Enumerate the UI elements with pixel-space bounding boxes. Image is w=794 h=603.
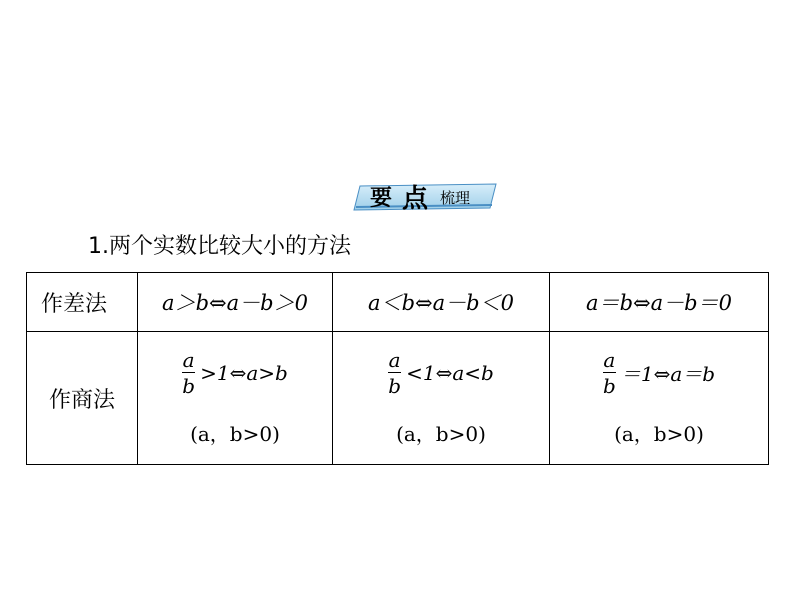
fraction-denominator: b [182,373,196,398]
row-label-quotient: 作商法 [27,332,138,465]
row-label-difference: 作差法 [27,273,138,332]
comparison-table [26,272,769,465]
table-row-quotient [27,332,769,465]
table-row-difference [27,273,769,332]
fraction-denominator: b [602,373,616,398]
cell-difference-less [333,273,550,332]
formula-text: a＜b⇔a－b＜0 [368,291,514,315]
badge-char-1: 要 [370,186,395,211]
cell-difference-equal [550,273,769,332]
fraction [602,347,616,398]
condition-text: <1⇔a<b [406,360,494,385]
cell-quotient-equal [550,332,769,465]
fraction-numerator: a [388,347,401,372]
positivity-note: (a，b>0) [614,421,704,446]
formula-text: a＞b⇔a－b＞0 [162,291,308,315]
condition-text: ＝1⇔a＝b [620,362,716,386]
positivity-note: (a，b>0) [396,421,486,446]
fraction [388,347,402,398]
section-heading: 1.两个实数比较大小的方法 [88,234,351,259]
fraction-denominator: b [388,373,402,398]
badge-subtitle: 梳理 [440,189,471,207]
formula-text: a＝b⇔a－b＝0 [586,291,732,315]
cell-quotient-greater [138,332,333,465]
badge-char-2: 点 [402,184,431,214]
condition-text: >1⇔a>b [200,360,288,385]
fraction-numerator: a [603,347,616,372]
cell-difference-greater [138,273,333,332]
positivity-note: (a，b>0) [190,421,280,446]
cell-quotient-less [333,332,550,465]
fraction [182,347,196,398]
fraction-numerator: a [182,347,195,372]
section-badge [350,180,500,212]
